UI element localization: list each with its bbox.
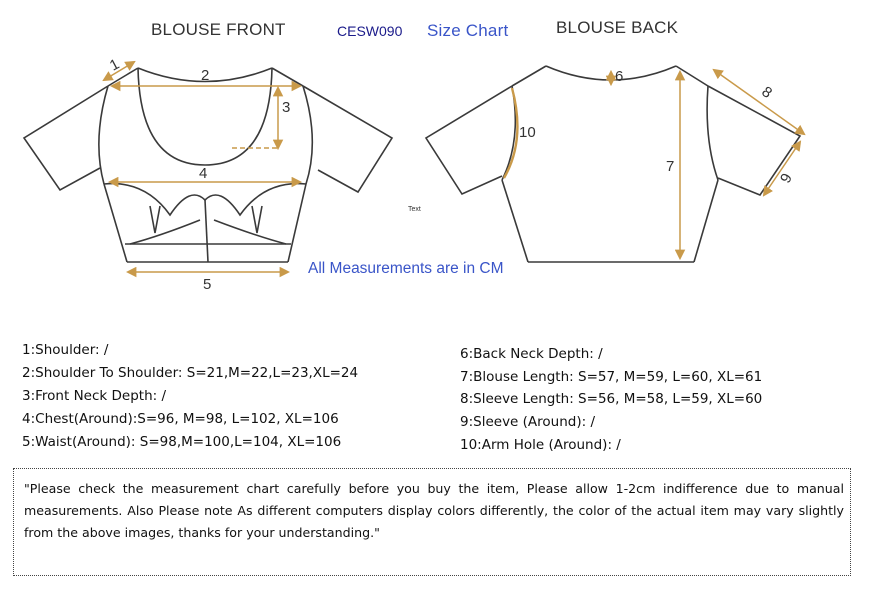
label-10: 10 — [519, 124, 536, 141]
label-1: 1 — [106, 55, 123, 75]
label-5: 5 — [203, 276, 212, 293]
measurement-3: 3:Front Neck Depth: / — [22, 388, 167, 404]
label-2: 2 — [201, 67, 210, 84]
measurement-10: 10:Arm Hole (Around): / — [460, 437, 621, 453]
measurement-6: 6:Back Neck Depth: / — [460, 346, 603, 362]
label-7: 7 — [666, 158, 675, 175]
placeholder-text: Text — [408, 206, 421, 213]
disclaimer-text: "Please check the measurement chart carefully before you buy the item, Please allow 1-2cm indifference due to manual measurements. Also Please note As different computers display colors differently, the color of the actual item may vary slightly from the above images, thanks for your understanding." — [24, 481, 844, 540]
size-chart-title: Size Chart — [427, 21, 509, 40]
label-4: 4 — [199, 165, 208, 182]
units-note: All Measurements are in CM — [308, 260, 504, 277]
label-3: 3 — [282, 99, 291, 116]
blouse-back-title: BLOUSE BACK — [556, 18, 679, 37]
measurement-9: 9:Sleeve (Around): / — [460, 414, 596, 430]
blouse-front-title: BLOUSE FRONT — [151, 20, 286, 39]
measurement-5: 5:Waist(Around): S=98,M=100,L=104, XL=106 — [22, 434, 342, 450]
disclaimer-box — [13, 468, 851, 576]
product-code: CESW090 — [337, 23, 403, 39]
measurement-1: 1:Shoulder: / — [22, 342, 109, 358]
label-9: 9 — [777, 170, 796, 186]
blouse-front-outline — [24, 68, 392, 262]
measurement-2: 2:Shoulder To Shoulder: S=21,M=22,L=23,XL=24 — [22, 365, 359, 381]
blouse-back-outline — [426, 66, 800, 262]
measurement-7: 7:Blouse Length: S=57, M=59, L=60, XL=61 — [460, 369, 763, 385]
measurement-4: 4:Chest(Around):S=96, M=98, L=102, XL=106 — [22, 411, 339, 427]
label-6: 6 — [615, 68, 624, 85]
measurement-8: 8:Sleeve Length: S=56, M=58, L=59, XL=60 — [460, 391, 763, 407]
label-8: 8 — [758, 83, 776, 102]
